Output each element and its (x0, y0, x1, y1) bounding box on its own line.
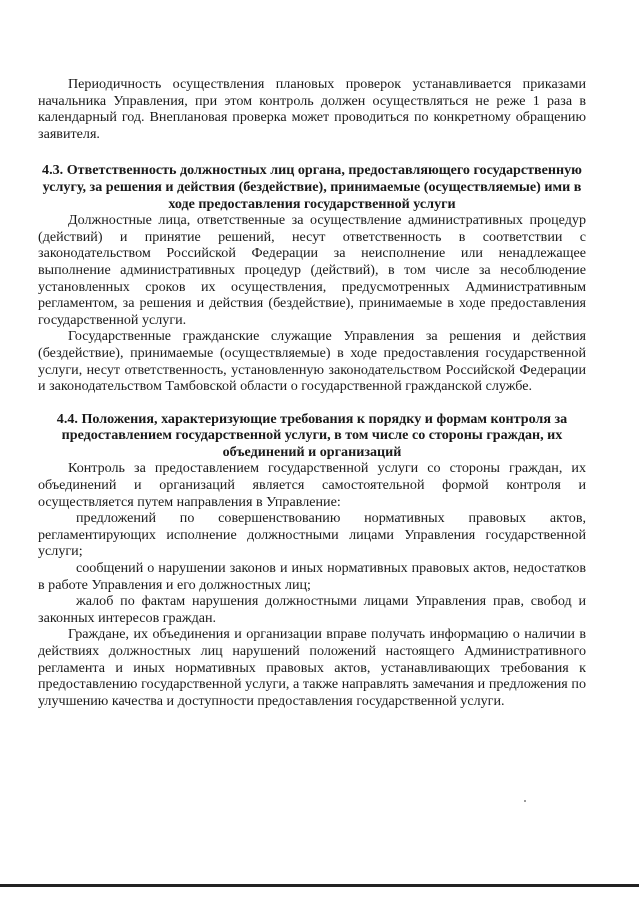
list-item-complaints: жалоб по фактам нарушения должностными лицами Управления прав, свобод и законных интересов граждан. (38, 593, 586, 626)
bottom-border-line (0, 884, 639, 887)
scan-speck (524, 800, 526, 802)
list-item-proposals: предложений по совершенствованию нормативных правовых актов, регламентирующих исполнение должностными лицами Управления государственной услуги; (38, 510, 586, 560)
section-4-3-heading: 4.3. Ответственность должностных лиц органа, предоставляющего государственную услугу, за решения и действия (бездействие), принимаемые (осуществляемые) ими в ходе предоставления государственной услуги (42, 162, 582, 212)
paragraph-officials-responsibility: Должностные лица, ответственные за осуществление административных процедур (действий) и принятие решений, несут ответственность в соответствии с законодательством Российской Федерации за неисполнение или ненадлежащее выполнение административных процедур (действий), в том числе за несоблюдение установленных сроков их осуществления, предусмотренных Административным регламентом, за решения и действия (бездействие), принимаемые в ходе предоставления государственной услуги. (38, 212, 586, 328)
list-item-reports: сообщений о нарушении законов и иных нормативных правовых актов, недостатков в работе Управления и его должностных лиц; (38, 560, 586, 593)
section-4-4-heading: 4.4. Положения, характеризующие требования к порядку и формам контроля за предоставлением государственной услуги, в том числе со стороны граждан, их объединений и организаций (56, 410, 568, 460)
paragraph-periodicity: Периодичность осуществления плановых проверок устанавливается приказами начальника Управления, при этом контроль должен осуществляться не реже 1 раза в календарный год. Внеплановая проверка может проводиться по конкретному обращению заявителя. (38, 76, 586, 142)
paragraph-citizen-control: Контроль за предоставлением государственной услуги со стороны граждан, их объединений и организаций является самостоятельной формой контроля и осуществляется путем направления в Управление: (38, 460, 586, 510)
document-page (38, 76, 586, 709)
paragraph-civil-servants: Государственные гражданские служащие Управления за решения и действия (бездействие), принимаемые (осуществляемые) в ходе предоставления государственной услуги, несут ответственность, установленную законодательством Российской Федерации и законодательством Тамбовской области о государственной гражданской службе. (38, 328, 586, 395)
paragraph-citizens-rights: Граждане, их объединения и организации вправе получать информацию о наличии в действиях должностных лиц нарушений положений настоящего Административного регламента и иных нормативных правовых актов, устанавливающих требования к предоставлению государственной услуги, а также направлять замечания и предложения по улучшению качества и доступности предоставления государственной услуги. (38, 626, 586, 709)
